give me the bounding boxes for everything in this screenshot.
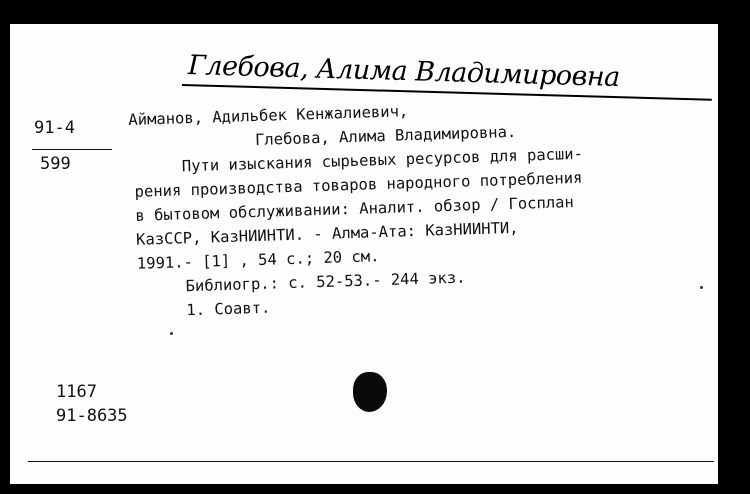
bibliographic-entry: [128, 90, 695, 323]
call-number-bottom: 599: [40, 154, 71, 174]
title-line-1: Пути изыскания сырьевых ресурсов для расши-: [181, 144, 584, 176]
ink-speck: [170, 332, 173, 335]
imprint-line-2: 1991.- [1] , 54 с.; 20 см.: [136, 247, 380, 273]
author-line: Айманов, Адильбек Кенжалиевич,: [128, 102, 409, 129]
bibliography-line: Библиогр.: с. 52-53.- 244 экз.: [185, 268, 466, 296]
punch-hole: [353, 372, 387, 412]
accession-number-2: 91-8635: [56, 406, 128, 426]
handwritten-heading: Глебова, Алима Владимировна: [187, 50, 621, 94]
title-line-2: рения производства товаров народного потребления: [134, 168, 583, 201]
ink-speck: [700, 286, 703, 289]
card-bottom-rule: [28, 461, 714, 462]
subject-line: 1. Соавт.: [186, 298, 271, 320]
imprint-line-1: КазССР, КазНИИНТИ. - Алма-Ата: КазНИИНТИ,: [135, 218, 519, 249]
call-number-top: 91-4: [34, 118, 75, 138]
catalog-card: [10, 24, 718, 484]
title-line-3: в бытовом обслуживании: Аналит. обзор / Госплан: [135, 193, 575, 225]
accession-number-1: 1167: [56, 382, 97, 402]
call-number-divider: [32, 149, 112, 150]
coauthor-line: Глебова, Алима Владимировна.: [254, 122, 517, 150]
